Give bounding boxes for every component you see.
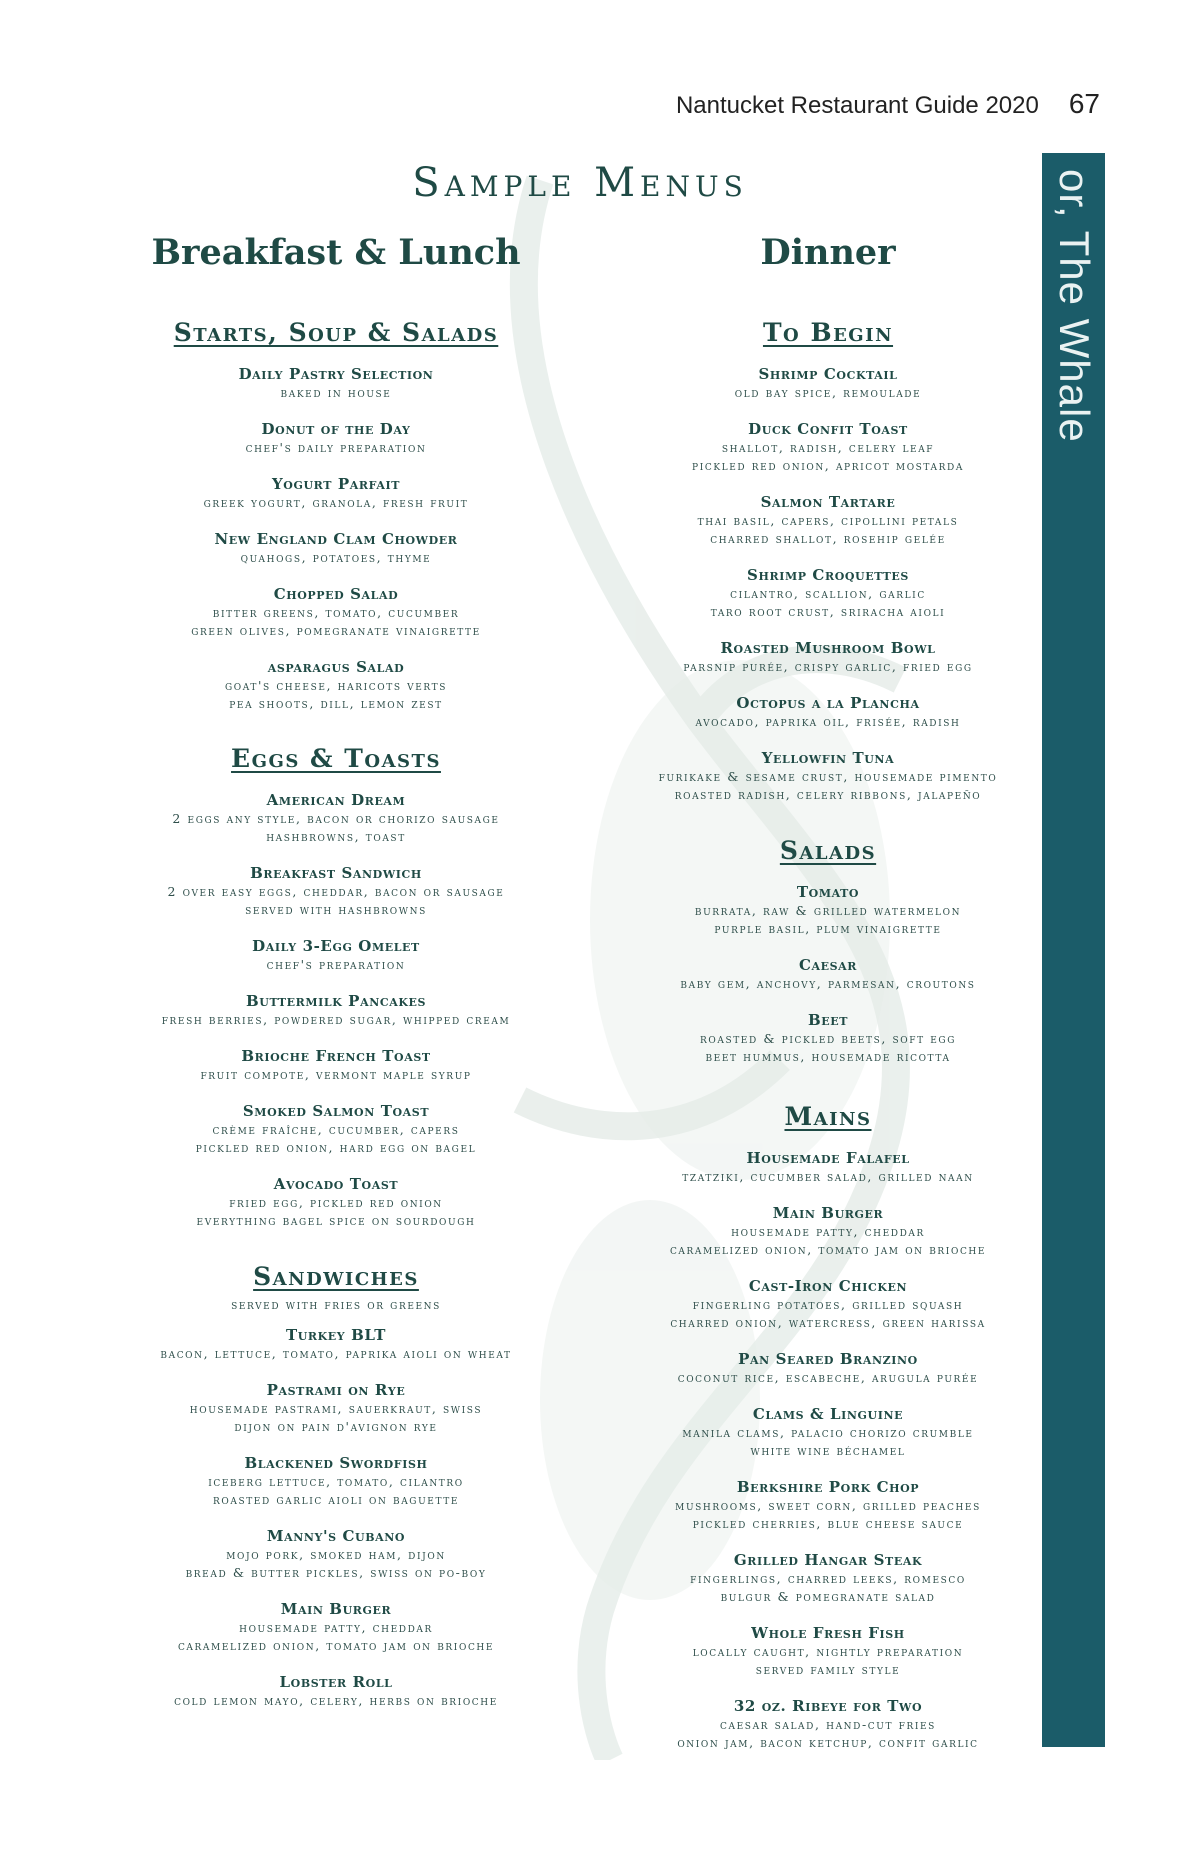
menu-item-description: onion jam, bacon ketchup, confit garlic (677, 1735, 979, 1750)
menu-item (628, 365, 1028, 402)
menu-item (126, 1600, 546, 1655)
menu-item-description: goat's cheese, haricots verts (224, 678, 448, 693)
menu-item (628, 1551, 1028, 1606)
menu-item (628, 956, 1028, 993)
menu-item (628, 639, 1028, 676)
menu-item-description: pickled red onion, hard egg on bagel (195, 1140, 477, 1155)
menu-item-description: hashbrowns, toast (266, 829, 406, 844)
menu-item-name: Housemade Falafel (746, 1149, 910, 1167)
menu-item (126, 992, 546, 1029)
menu-item-name: Breakfast Sandwich (250, 864, 422, 882)
menu-item (628, 566, 1028, 621)
menu-item (628, 749, 1028, 804)
menu-item (628, 1277, 1028, 1332)
menu-item-description: fingerlings, charred leeks, romesco (690, 1571, 966, 1586)
menu-item (126, 1381, 546, 1436)
menu-item-description: served with hashbrowns (245, 902, 427, 917)
menu-item-description: charred onion, watercress, green harissa (670, 1315, 986, 1330)
section-title: Sandwiches (253, 1262, 419, 1291)
menu-item (126, 1454, 546, 1509)
menu-item (126, 864, 546, 919)
menu-item (628, 883, 1028, 938)
menu-section (126, 318, 546, 731)
menu-item-name: Brioche French Toast (241, 1047, 431, 1065)
menu-item-description: crème fraîche, cucumber, capers (212, 1122, 460, 1137)
menu-item-description: cilantro, scallion, garlic (730, 586, 926, 601)
menu-item-description: parsnip purée, crispy garlic, fried egg (683, 659, 973, 674)
section-title: Eggs & Toasts (231, 744, 441, 773)
menu-item-description: pea shoots, dill, lemon zest (229, 696, 443, 711)
menu-item-description: everything bagel spice on sourdough (196, 1213, 476, 1228)
section-title: Salads (779, 836, 877, 865)
menu-item-description: mojo pork, smoked ham, dijon (226, 1547, 446, 1562)
menu-item-name: Avocado Toast (273, 1175, 399, 1193)
menu-item-name: Daily 3-Egg Omelet (252, 937, 420, 955)
menu-item-name: Clams & Linguine (752, 1405, 904, 1423)
menu-item-description: manila clams, palacio chorizo crumble (682, 1425, 974, 1440)
dinner-heading: Dinner (760, 232, 896, 273)
menu-item-description: roasted garlic aioli on baguette (212, 1492, 459, 1507)
menu-item-name: Buttermilk Pancakes (245, 992, 427, 1010)
menu-item-description: charred shallot, rosehip gelée (710, 531, 946, 546)
menu-item-description: furikake & sesame crust, housemade pimento (658, 769, 998, 784)
menu-item-description: 2 over easy eggs, cheddar, bacon or sausage (167, 884, 505, 899)
menu-item-name: Caesar (798, 956, 858, 974)
sidebar-label: or, The Whale (1051, 169, 1098, 443)
menu-section (628, 318, 1028, 822)
breakfast-lunch-heading: Breakfast & Lunch (151, 232, 521, 273)
menu-section (628, 836, 1028, 1084)
menu-section (126, 744, 546, 1248)
menu-item-description: green olives, pomegranate vinaigrette (191, 623, 481, 638)
menu-item-description: served family style (755, 1662, 901, 1677)
menu-item (126, 530, 546, 567)
menu-item-description: bacon, lettuce, tomato, paprika aioli on wheat (160, 1346, 512, 1361)
section-title: Mains (784, 1102, 872, 1131)
menu-item (628, 1011, 1028, 1066)
menu-item-name: Salmon Tartare (760, 493, 896, 511)
menu-item-description: bulgur & pomegranate salad (720, 1589, 936, 1604)
menu-item-name: Yellowfin Tuna (761, 749, 895, 767)
menu-section (126, 1262, 546, 1728)
menu-item (628, 1350, 1028, 1387)
menu-item (126, 1673, 546, 1710)
menu-item-name: Manny's Cubano (266, 1527, 406, 1545)
menu-item-description: avocado, paprika oil, frisée, radish (695, 714, 961, 729)
menu-item-name: Main Burger (772, 1204, 884, 1222)
menu-item-description: tzatziki, cucumber salad, grilled naan (682, 1169, 974, 1184)
menu-item-description: caramelized onion, tomato jam on brioche (177, 1638, 495, 1653)
menu-item (628, 1624, 1028, 1679)
menu-item (628, 1697, 1028, 1752)
menu-item-name: asparagus Salad (267, 658, 405, 676)
menu-item (126, 475, 546, 512)
menu-item (628, 1405, 1028, 1460)
menu-item-description: caesar salad, hand-cut fries (720, 1717, 936, 1732)
menu-item-description: beet hummus, housemade ricotta (705, 1049, 951, 1064)
menu-item (126, 658, 546, 713)
menu-item-description: pickled red onion, apricot mostarda (692, 458, 964, 473)
menu-item-name: New England Clam Chowder (214, 530, 458, 548)
menu-item-description: chef's daily preparation (245, 440, 427, 455)
menu-section (628, 1102, 1028, 1770)
menu-item-name: Shrimp Cocktail (758, 365, 898, 383)
menu-item-description: white wine béchamel (750, 1443, 906, 1458)
menu-item (628, 694, 1028, 731)
page-title: Sample Menus (412, 160, 748, 206)
menu-item (126, 1326, 546, 1363)
menu-item-description: bread & butter pickles, swiss on po-boy (185, 1565, 487, 1580)
menu-item-description: taro root crust, sriracha aioli (710, 604, 946, 619)
menu-item-description: quahogs, potatoes, thyme (240, 550, 432, 565)
menu-item-description: shallot, radish, celery leaf (721, 440, 935, 455)
menu-item-description: fruit compote, vermont maple syrup (200, 1067, 472, 1082)
page-number: 67 (1068, 88, 1100, 119)
menu-item-description: dijon on pain d'avignon rye (234, 1419, 438, 1434)
menu-item-name: Shrimp Croquettes (747, 566, 909, 584)
menu-item-description: roasted & pickled beets, soft egg (699, 1031, 957, 1046)
menu-item (628, 1478, 1028, 1533)
menu-item-name: Roasted Mushroom Bowl (720, 639, 936, 657)
menu-item (628, 493, 1028, 548)
menu-item-description: housemade patty, cheddar (239, 1620, 433, 1635)
menu-item (126, 585, 546, 640)
menu-item (126, 1047, 546, 1084)
menu-item-name: Beet (807, 1011, 849, 1029)
menu-item-description: housemade patty, cheddar (731, 1224, 925, 1239)
menu-item (628, 420, 1028, 475)
menu-item (126, 791, 546, 846)
menu-item-name: Octopus a la Plancha (736, 694, 920, 712)
sidebar-strip (1042, 153, 1105, 1747)
menu-item-name: Grilled Hangar Steak (733, 1551, 923, 1569)
menu-item-description: greek yogurt, granola, fresh fruit (203, 495, 469, 510)
menu-item-name: Donut of the Day (261, 420, 411, 438)
menu-item-description: old bay spice, remoulade (734, 385, 922, 400)
menu-item-description: pickled cherries, blue cheese sauce (692, 1516, 964, 1531)
menu-item-description: cold lemon mayo, celery, herbs on brioche (174, 1693, 498, 1708)
menu-item-description: coconut rice, escabeche, arugula purée (677, 1370, 979, 1385)
menu-item-description: burrata, raw & grilled watermelon (694, 903, 962, 918)
menu-item-description: chef's preparation (266, 957, 406, 972)
menu-item-description: roasted radish, celery ribbons, jalapeño (674, 787, 982, 802)
section-title: To Begin (762, 318, 894, 347)
menu-item-name: Pan Seared Branzino (738, 1350, 918, 1368)
menu-item-name: Duck Confit Toast (748, 420, 908, 438)
menu-item-description: 2 eggs any style, bacon or chorizo sausage (172, 811, 500, 826)
menu-item (126, 420, 546, 457)
menu-item-name: Berkshire Pork Chop (736, 1478, 920, 1496)
menu-item-name: Cast-Iron Chicken (748, 1277, 908, 1295)
menu-item-description: caramelized onion, tomato jam on brioche (669, 1242, 987, 1257)
menu-item-description: thai basil, capers, cipollini petals (697, 513, 959, 528)
menu-item-description: fresh berries, powdered sugar, whipped cream (161, 1012, 511, 1027)
menu-item-name: Yogurt Parfait (271, 475, 401, 493)
menu-item-name: 32 oz. Ribeye for Two (733, 1697, 923, 1715)
menu-item-description: housemade pastrami, sauerkraut, swiss (189, 1401, 483, 1416)
menu-item (126, 1175, 546, 1230)
menu-item-name: Daily Pastry Selection (238, 365, 434, 383)
menu-item-description: purple basil, plum vinaigrette (714, 921, 942, 936)
menu-item-description: locally caught, nightly preparation (692, 1644, 964, 1659)
menu-item (126, 937, 546, 974)
menu-item-name: Pastrami on Rye (266, 1381, 406, 1399)
menu-item-description: fried egg, pickled red onion (229, 1195, 443, 1210)
menu-item (126, 365, 546, 402)
menu-item-name: Blackened Swordfish (244, 1454, 428, 1472)
page-header (676, 88, 1100, 120)
menu-item-name: Chopped Salad (273, 585, 399, 603)
section-title: Starts, Soup & Salads (173, 318, 499, 347)
menu-item-description: fingerling potatoes, grilled squash (692, 1297, 964, 1312)
guide-title: Nantucket Restaurant Guide 2020 (675, 92, 1039, 119)
menu-item-description: iceberg lettuce, tomato, cilantro (208, 1474, 464, 1489)
menu-item (126, 1102, 546, 1157)
menu-item-name: Tomato (796, 883, 860, 901)
menu-item-description: baby gem, anchovy, parmesan, croutons (680, 976, 976, 991)
menu-item-name: Whole Fresh Fish (751, 1624, 905, 1642)
menu-item (126, 1527, 546, 1582)
menu-item-name: Smoked Salmon Toast (242, 1102, 430, 1120)
menu-item-name: Turkey BLT (285, 1326, 387, 1344)
menu-item-name: Lobster Roll (279, 1673, 393, 1691)
menu-item (628, 1204, 1028, 1259)
menu-item-name: Main Burger (280, 1600, 392, 1618)
menu-item (628, 1149, 1028, 1186)
menu-item-description: mushrooms, sweet corn, grilled peaches (675, 1498, 981, 1513)
menu-item-description: baked in house (280, 385, 392, 400)
menu-item-name: American Dream (266, 791, 406, 809)
section-note: served with fries or greens (231, 1297, 441, 1312)
menu-item-description: bitter greens, tomato, cucumber (212, 605, 460, 620)
